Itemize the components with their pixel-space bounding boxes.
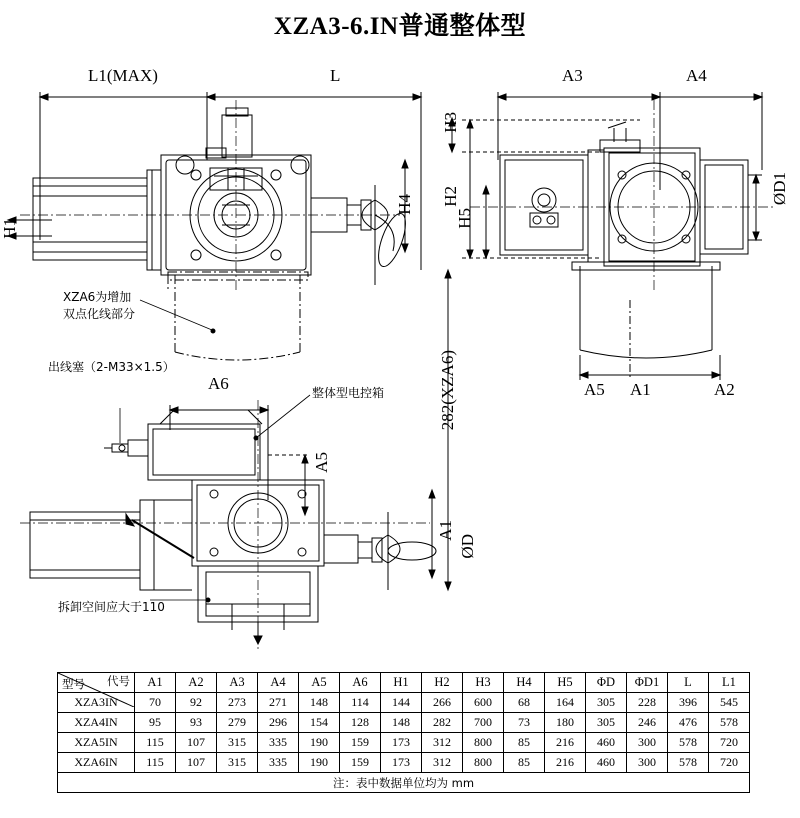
cell: 296: [258, 713, 299, 733]
table-row: [58, 753, 750, 773]
row-model: XZA5IN: [58, 733, 135, 753]
row-model: XZA4IN: [58, 713, 135, 733]
callout-cable-gland: 出线塞（2-M33×1.5）: [48, 360, 175, 374]
callout-removal-space: 拆卸空间应大于110: [58, 600, 165, 614]
cell: 460: [586, 753, 627, 773]
col-header: ΦD: [586, 673, 627, 693]
cell: 85: [504, 733, 545, 753]
cell: 300: [627, 733, 668, 753]
dim-label-h4: H4: [395, 194, 414, 215]
col-header: H4: [504, 673, 545, 693]
cell: 460: [586, 733, 627, 753]
cell: 173: [381, 753, 422, 773]
cell: 545: [709, 693, 750, 713]
col-header: A6: [340, 673, 381, 693]
spec-table: [57, 672, 750, 793]
cell: 144: [381, 693, 422, 713]
cell: 246: [627, 713, 668, 733]
cell: 190: [299, 753, 340, 773]
cell: 73: [504, 713, 545, 733]
cell: 159: [340, 753, 381, 773]
cell: 578: [668, 733, 709, 753]
callout-control-box: 整体型电控箱: [312, 386, 385, 400]
dim-label-h3: H3: [441, 112, 460, 133]
dim-label-l1max: L1(MAX): [88, 66, 158, 85]
col-header: A2: [176, 673, 217, 693]
cell: 216: [545, 733, 586, 753]
cell: 115: [135, 753, 176, 773]
corner-label-model: 型号: [62, 677, 85, 691]
cell: 190: [299, 733, 340, 753]
cell: 266: [422, 693, 463, 713]
dim-label-a5-bottom: A5: [312, 452, 331, 473]
dim-label-a5-right: A5: [584, 380, 605, 399]
col-header: H5: [545, 673, 586, 693]
cell: 300: [627, 753, 668, 773]
cell: 216: [545, 753, 586, 773]
dim-label-282-xza6: 282(XZA6): [438, 350, 457, 431]
cell: 335: [258, 753, 299, 773]
dim-label-a2-right: A2: [714, 380, 735, 399]
dim-label-od1: ØD1: [770, 172, 789, 206]
table-row: [58, 733, 750, 753]
cell: 107: [176, 753, 217, 773]
cell: 154: [299, 713, 340, 733]
page-title: XZA3-6.IN普通整体型: [273, 13, 527, 40]
cell: 282: [422, 713, 463, 733]
cell: 312: [422, 733, 463, 753]
cell: 68: [504, 693, 545, 713]
col-header: A3: [217, 673, 258, 693]
cell: 578: [709, 713, 750, 733]
dim-label-a6: A6: [208, 374, 229, 393]
col-header: A4: [258, 673, 299, 693]
cell: 85: [504, 753, 545, 773]
row-model: XZA3IN: [58, 693, 135, 713]
note-xza6-line2: 双点化线部分: [63, 307, 136, 321]
table-row: [58, 713, 750, 733]
cell: 720: [709, 753, 750, 773]
dim-label-a1-right: A1: [630, 380, 651, 399]
cell: 800: [463, 753, 504, 773]
cell: 315: [217, 753, 258, 773]
dim-label-h2: H2: [441, 186, 460, 207]
note-xza6-line1: XZA6为增加: [63, 290, 132, 304]
cell: 93: [176, 713, 217, 733]
dim-label-h1: H1: [0, 218, 19, 239]
col-header: L1: [709, 673, 750, 693]
dim-label-a3: A3: [562, 66, 583, 85]
cell: 114: [340, 693, 381, 713]
col-header: H3: [463, 673, 504, 693]
col-header: A1: [135, 673, 176, 693]
cell: 92: [176, 693, 217, 713]
corner-label-code: 代号: [107, 674, 130, 688]
cell: 128: [340, 713, 381, 733]
col-header: H1: [381, 673, 422, 693]
cell: 70: [135, 693, 176, 713]
dim-label-a1-bottom: A1: [436, 520, 455, 541]
dim-label-l: L: [330, 66, 341, 85]
col-header: A5: [299, 673, 340, 693]
cell: 148: [299, 693, 340, 713]
cell: 305: [586, 693, 627, 713]
cell: 107: [176, 733, 217, 753]
cell: 312: [422, 753, 463, 773]
table-note-row: [58, 773, 750, 793]
cell: 335: [258, 733, 299, 753]
col-header: H2: [422, 673, 463, 693]
dim-label-a4: A4: [686, 66, 707, 85]
cell: 720: [709, 733, 750, 753]
cell: 271: [258, 693, 299, 713]
row-model: XZA6IN: [58, 753, 135, 773]
cell: 279: [217, 713, 258, 733]
col-header: L: [668, 673, 709, 693]
cell: 315: [217, 733, 258, 753]
cell: 305: [586, 713, 627, 733]
cell: 273: [217, 693, 258, 713]
cell: 228: [627, 693, 668, 713]
cell: 476: [668, 713, 709, 733]
cell: 578: [668, 753, 709, 773]
cell: 700: [463, 713, 504, 733]
cell: 164: [545, 693, 586, 713]
dim-label-od: ØD: [458, 534, 477, 559]
cell: 173: [381, 733, 422, 753]
cell: 159: [340, 733, 381, 753]
cell: 95: [135, 713, 176, 733]
dim-label-h5: H5: [455, 208, 474, 229]
table-header-row: [58, 673, 750, 693]
table-corner-cell: [58, 673, 135, 693]
cell: 800: [463, 733, 504, 753]
cell: 148: [381, 713, 422, 733]
cell: 600: [463, 693, 504, 713]
table-row: [58, 693, 750, 713]
cell: 180: [545, 713, 586, 733]
cell: 396: [668, 693, 709, 713]
table-note: 注：表中数据单位均为 mm: [58, 773, 750, 793]
col-header: ΦD1: [627, 673, 668, 693]
cell: 115: [135, 733, 176, 753]
